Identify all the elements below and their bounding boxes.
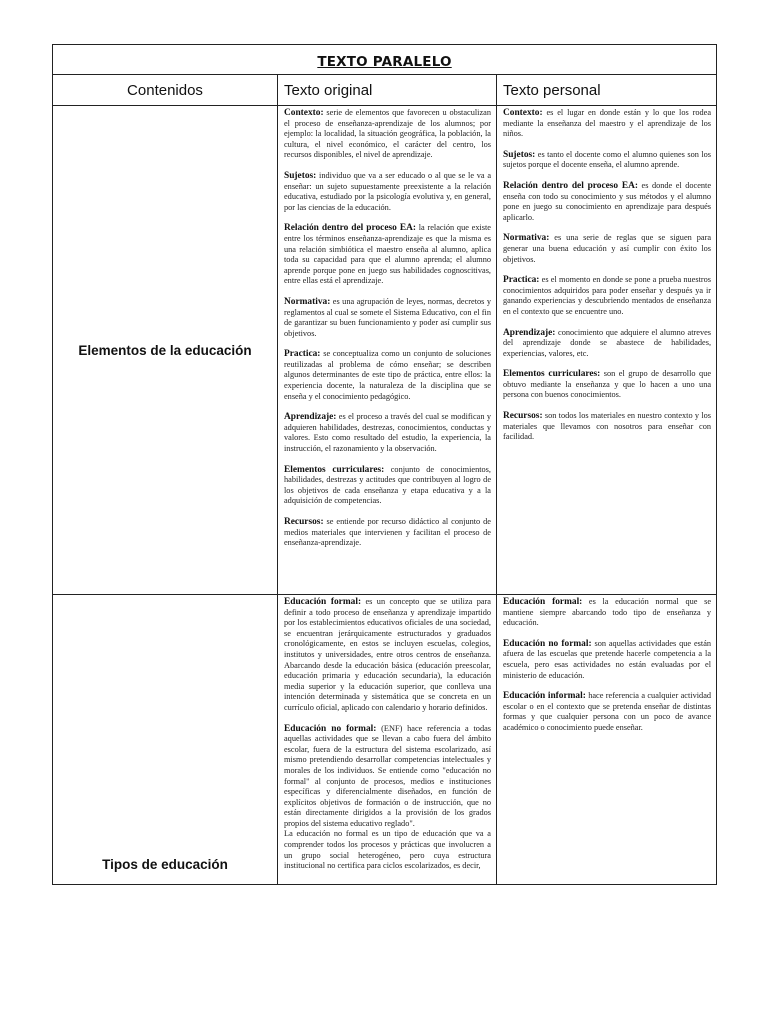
definition-paragraph [284,412,491,454]
definition-term: Aprendizaje: [503,327,556,338]
definition-text: es la educación normal que se mantiene siempre abarcando todo tipo de enseñanza y educación. [503,597,712,628]
definition-text: son el grupo de desarrollo que obtuvo mediante la enseñanza y que lo hacen a uno una persona con buenos conocimientos. [503,369,712,400]
title-cell [53,45,717,75]
definition-term: Recursos: [284,517,324,527]
definition-term: Relación dentro del proceso EA: [503,180,639,191]
personal-text-cell [497,595,717,885]
definition-text: es una serie de reglas que se siguen para generar una buena educación y así cumplir con éxito los objetivos. [503,233,712,264]
definition-paragraph [503,597,711,629]
definition-term: Elementos curriculares: [503,369,601,380]
definition-paragraph [503,328,711,360]
header-texto-original: Texto original [278,75,497,106]
definition-term: Educación no formal: [503,638,592,649]
definition-term: Contexto: [503,108,543,118]
definition-paragraph [284,517,491,549]
definition-paragraph [503,181,711,223]
definition-text: la relación que existe entre los términos enseñanza-aprendizaje es que la misma es una relación simbiótica el maestro enseña al alumno, aplica toda su capacidad para que el alumno aprenda; el alumno aprende porque pone en juego sus habilidades cognoscitivas, entre ellas está el aprendizaje. [284,223,491,286]
definition-term: Educación no formal: [284,723,377,734]
original-text-cell [278,106,497,595]
definition-text: es el momento en donde se pone a prueba nuestros conocimientos adquiridos para poder enseñar y después ya ir ganando experiencias y descubriendo mentados de enseñanza en el contexto que se encuentre uno. [503,275,712,316]
definition-term: Relación dentro del proceso EA: [284,223,416,234]
definition-paragraph [503,639,711,681]
definition-paragraph [284,223,491,287]
definition-text: conocimiento que adquiere el alumno atreves del aprendizaje donde se abastece de habilidades, experiencias, valores, etc. [503,327,712,358]
original-text-cell [278,595,497,885]
row-label-text: Tipos de educación [102,857,228,872]
definition-text: (ENF) hace referencia a todas aquellas actividades que se llevan a cabo fuera del ámbito escolar, fuera de la estructura del sistema escolarizado, así mismo pretendiendo desarrollar competencias intelectuales y morales de los individuos. Se entiende como "educación no formal" al conjunto de procesos, medios e instituciones específicas y diferencialmente diseñados, en función de explícitos objetivos de formación o de instrucción, que no están directamente dirigidos a la provisión de los grados propios del sistema educativo reglado". [284,723,491,828]
personal-text-cell [497,106,717,595]
definition-text: se conceptualiza como un conjunto de soluciones reutilizadas al problema de cómo enseñar; se describen algunos determinantes de este tipo de práctica, entre ellos: la experiencia docente, la naturaleza de la disciplina que se enseña y el conocimiento pedagógico. [284,349,491,401]
table-row [53,595,717,885]
definition-text: son todos los materiales en nuestro contexto y los materiales que llevamos con nosotros para enseñar con facilidad. [503,411,712,442]
definition-text: es el proceso a través del cual se modifican y adquieren habilidades, destrezas, conocimientos, conductas y valores. Esto como resultado del estudio, la experiencia, la instrucción, el razonamiento y la observación. [284,412,491,454]
definition-text: es donde el docente enseña con todo su conocimiento y sus métodos y el alumno pone en juego su conocimiento en aprendizaje para después aplicarlo. [503,180,712,222]
definition-text: serie de elementos que favorecen u obstaculizan el proceso de enseñanza-aprendizaje de los alumnos; por ejemplo: la localidad, la situación geográfica, la población, la cultura, el nivel económico, el carácter del centro, los recursos disponibles, el nivel de aprendizaje. [284,108,491,160]
definition-term: Contexto: [284,108,324,118]
definition-term: Recursos: [503,411,543,422]
definition-term: Practica: [284,349,321,360]
row-label-text: Elementos de la educación [78,342,252,358]
definition-paragraph [503,275,711,317]
definition-text: conjunto de conocimientos, habilidades, destrezas y actitudes que contribuyen al logro de los objetivos de cada enseñanza y etapa educativa y a la adquisición de competencias. [284,464,491,506]
table-row [53,106,717,595]
definition-term: Aprendizaje: [284,412,337,423]
definition-text: La educación no formal es un tipo de educación que va a comprender todos los procesos y prácticas que involucren a un grupo social heterogéneo, pero cuya estructura institucional no certifica para ciclos escolarizados, es decir, [284,829,491,871]
definition-text: individuo que va a ser educado o al que se le va a enseñar: un sujeto supuestamente preexistente a la relación educativa, estudiado por la psicología evolutiva y, en general, por las ciencias de la educación. [284,170,491,212]
definition-text: es un concepto que se utiliza para definir a todo proceso de enseñanza y aprendizaje impartido por los establecimientos educativos oficiales de una sociedad, se encuentran jerárquicamente estructurados y graduados cronológicamente, en estos se incluyen escuelas, colegios, institutos y universidades, entre otros centros de enseñanza. Abarcando desde la educación básica (educación preescolar, educación primaria y educación secundaria), la educación media superior y la educación superior, que conlleva una intención determinada y sistemática que se concreta en un currículo oficial, aplicado con calendario y horario definidos. [284,597,491,712]
definition-text: son aquellas actividades que están afuera de las escuelas que pretende hacerle competencia a la escuela, pero esas actividades no están evaluadas por el ministerio de educación. [503,638,712,680]
definition-paragraph [503,369,711,401]
definition-paragraph [503,691,711,733]
header-contenidos: Contenidos [53,75,278,106]
definition-paragraph [284,465,491,507]
definition-term: Elementos curriculares: [284,464,385,475]
definition-term: Normativa: [284,296,331,307]
definition-term: Educación formal: [503,597,583,607]
row-label-elementos [53,106,278,595]
definition-text: hace referencia a cualquier actividad escolar o en el contexto que se pretenda enseñar de distintas formas y que cualquier persona con un poco de avance académico o conocimiento puede enseñar. [503,691,712,732]
definition-term: Normativa: [503,233,550,244]
definition-term: Practica: [503,275,540,286]
definition-paragraph [284,108,491,161]
definition-paragraph [284,349,491,402]
definition-text: se entiende por recurso didáctico al conjunto de medios materiales que intervienen y facilitan el proceso de enseñanza-aprendizaje. [284,517,491,548]
definition-paragraph [284,597,491,714]
parallel-text-table [52,44,717,885]
definition-text: es el lugar en donde están y lo que los rodea mediante la enseñanza del maestro y el aprendizaje de los niños. [503,108,712,139]
definition-term: Educación formal: [284,597,362,607]
definition-paragraph [503,411,711,443]
definition-text: es una agrupación de leyes, normas, decretos y reglamentos al cual se somete el Sistema Educativo, con el fin de garantizar su buen funcionamiento y poder así cumplir sus objetivos. [284,296,491,338]
definition-paragraph [503,108,711,140]
definition-text: es tanto el docente como el alumno quienes son los sujetos porque el docente enseña, el alumno aprende. [503,149,712,170]
row-label-tipos [53,595,278,885]
definition-paragraph [284,724,491,830]
definition-term: Sujetos: [503,149,536,160]
definition-term: Sujetos: [284,170,317,181]
header-texto-personal: Texto personal [497,75,717,106]
definition-paragraph [503,150,711,171]
definition-term: Educación informal: [503,691,586,702]
definition-paragraph [284,829,491,871]
definition-paragraph [284,297,491,339]
document-title: TEXTO PARALELO [317,54,452,70]
definition-paragraph [284,171,491,213]
definition-paragraph [503,233,711,265]
